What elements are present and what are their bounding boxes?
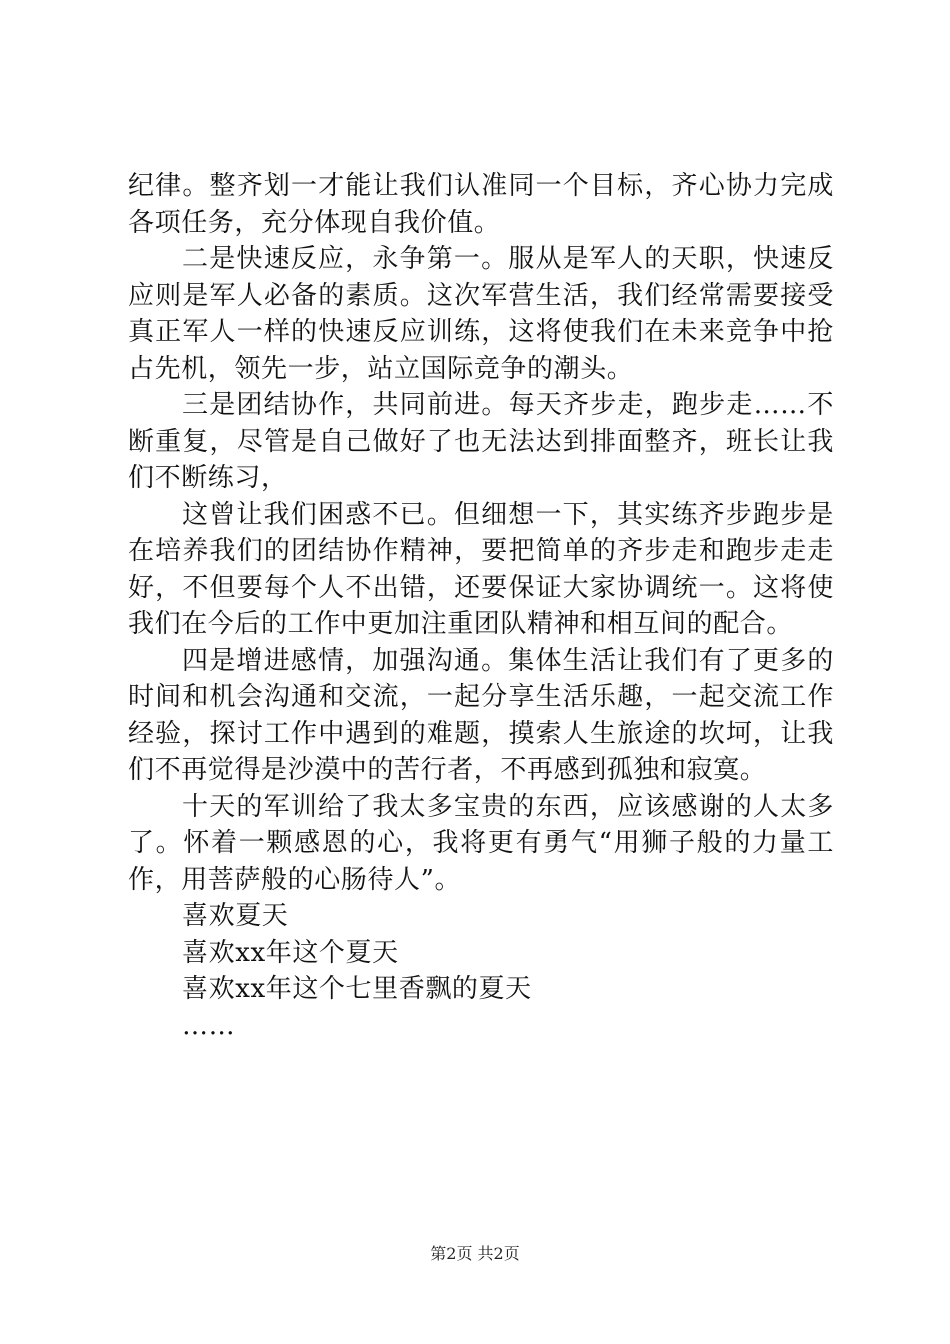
page-number-footer: 第2页 共2页 (430, 1244, 520, 1263)
paragraph-gratitude: 十天的军训给了我太多宝贵的东西，应该感谢的人太多了。怀着一颗感恩的心，我将更有勇气“用狮子般的力量工作，用菩萨般的心肠待人”。 (128, 791, 834, 895)
paragraph-teamwork: 三是团结协作，共同前进。每天齐步走，跑步走……不断重复，尽管是自己做好了也无法达到排面整齐，班长让我们不断练习， (128, 390, 834, 493)
poem-line-3: 喜欢xx年这个七里香飘的夏天 (182, 974, 532, 1004)
poem-line-1: 喜欢夏天 (182, 901, 289, 931)
paragraph-communication: 四是增进感情，加强沟通。集体生活让我们有了更多的时间和机会沟通和交流，一起分享生活乐趣，一起交流工作经验，探讨工作中遇到的难题，摸索人生旅途的坎坷，让我们不再觉得是沙漠中的苦行者，不再感到孤独和寂寞。 (128, 645, 834, 785)
poem-ellipsis: …… (182, 1010, 236, 1041)
document-body (128, 168, 834, 1044)
paragraph-teamwork-reflection: 这曾让我们困惑不已。但细想一下，其实练齐步跑步是在培养我们的团结协作精神，要把简单的齐步走和跑步走走好，不但要每个人不出错，还要保证大家协调统一。这将使我们在今后的工作中更加注重团队精神和相互间的配合。 (128, 499, 834, 639)
paragraph-quick-response: 二是快速反应，永争第一。服从是军人的天职，快速反应则是军人必备的素质。这次军营生活，我们经常需要接受真正军人一样的快速反应训练，这将使我们在未来竞争中抢占先机，领先一步，站立国际竞争的潮头。 (128, 244, 834, 384)
paragraph-continuation: 纪律。整齐划一才能让我们认准同一个目标，齐心协力完成各项任务，充分体现自我价值。 (128, 171, 834, 238)
poem-line-2: 喜欢xx年这个夏天 (182, 937, 399, 968)
